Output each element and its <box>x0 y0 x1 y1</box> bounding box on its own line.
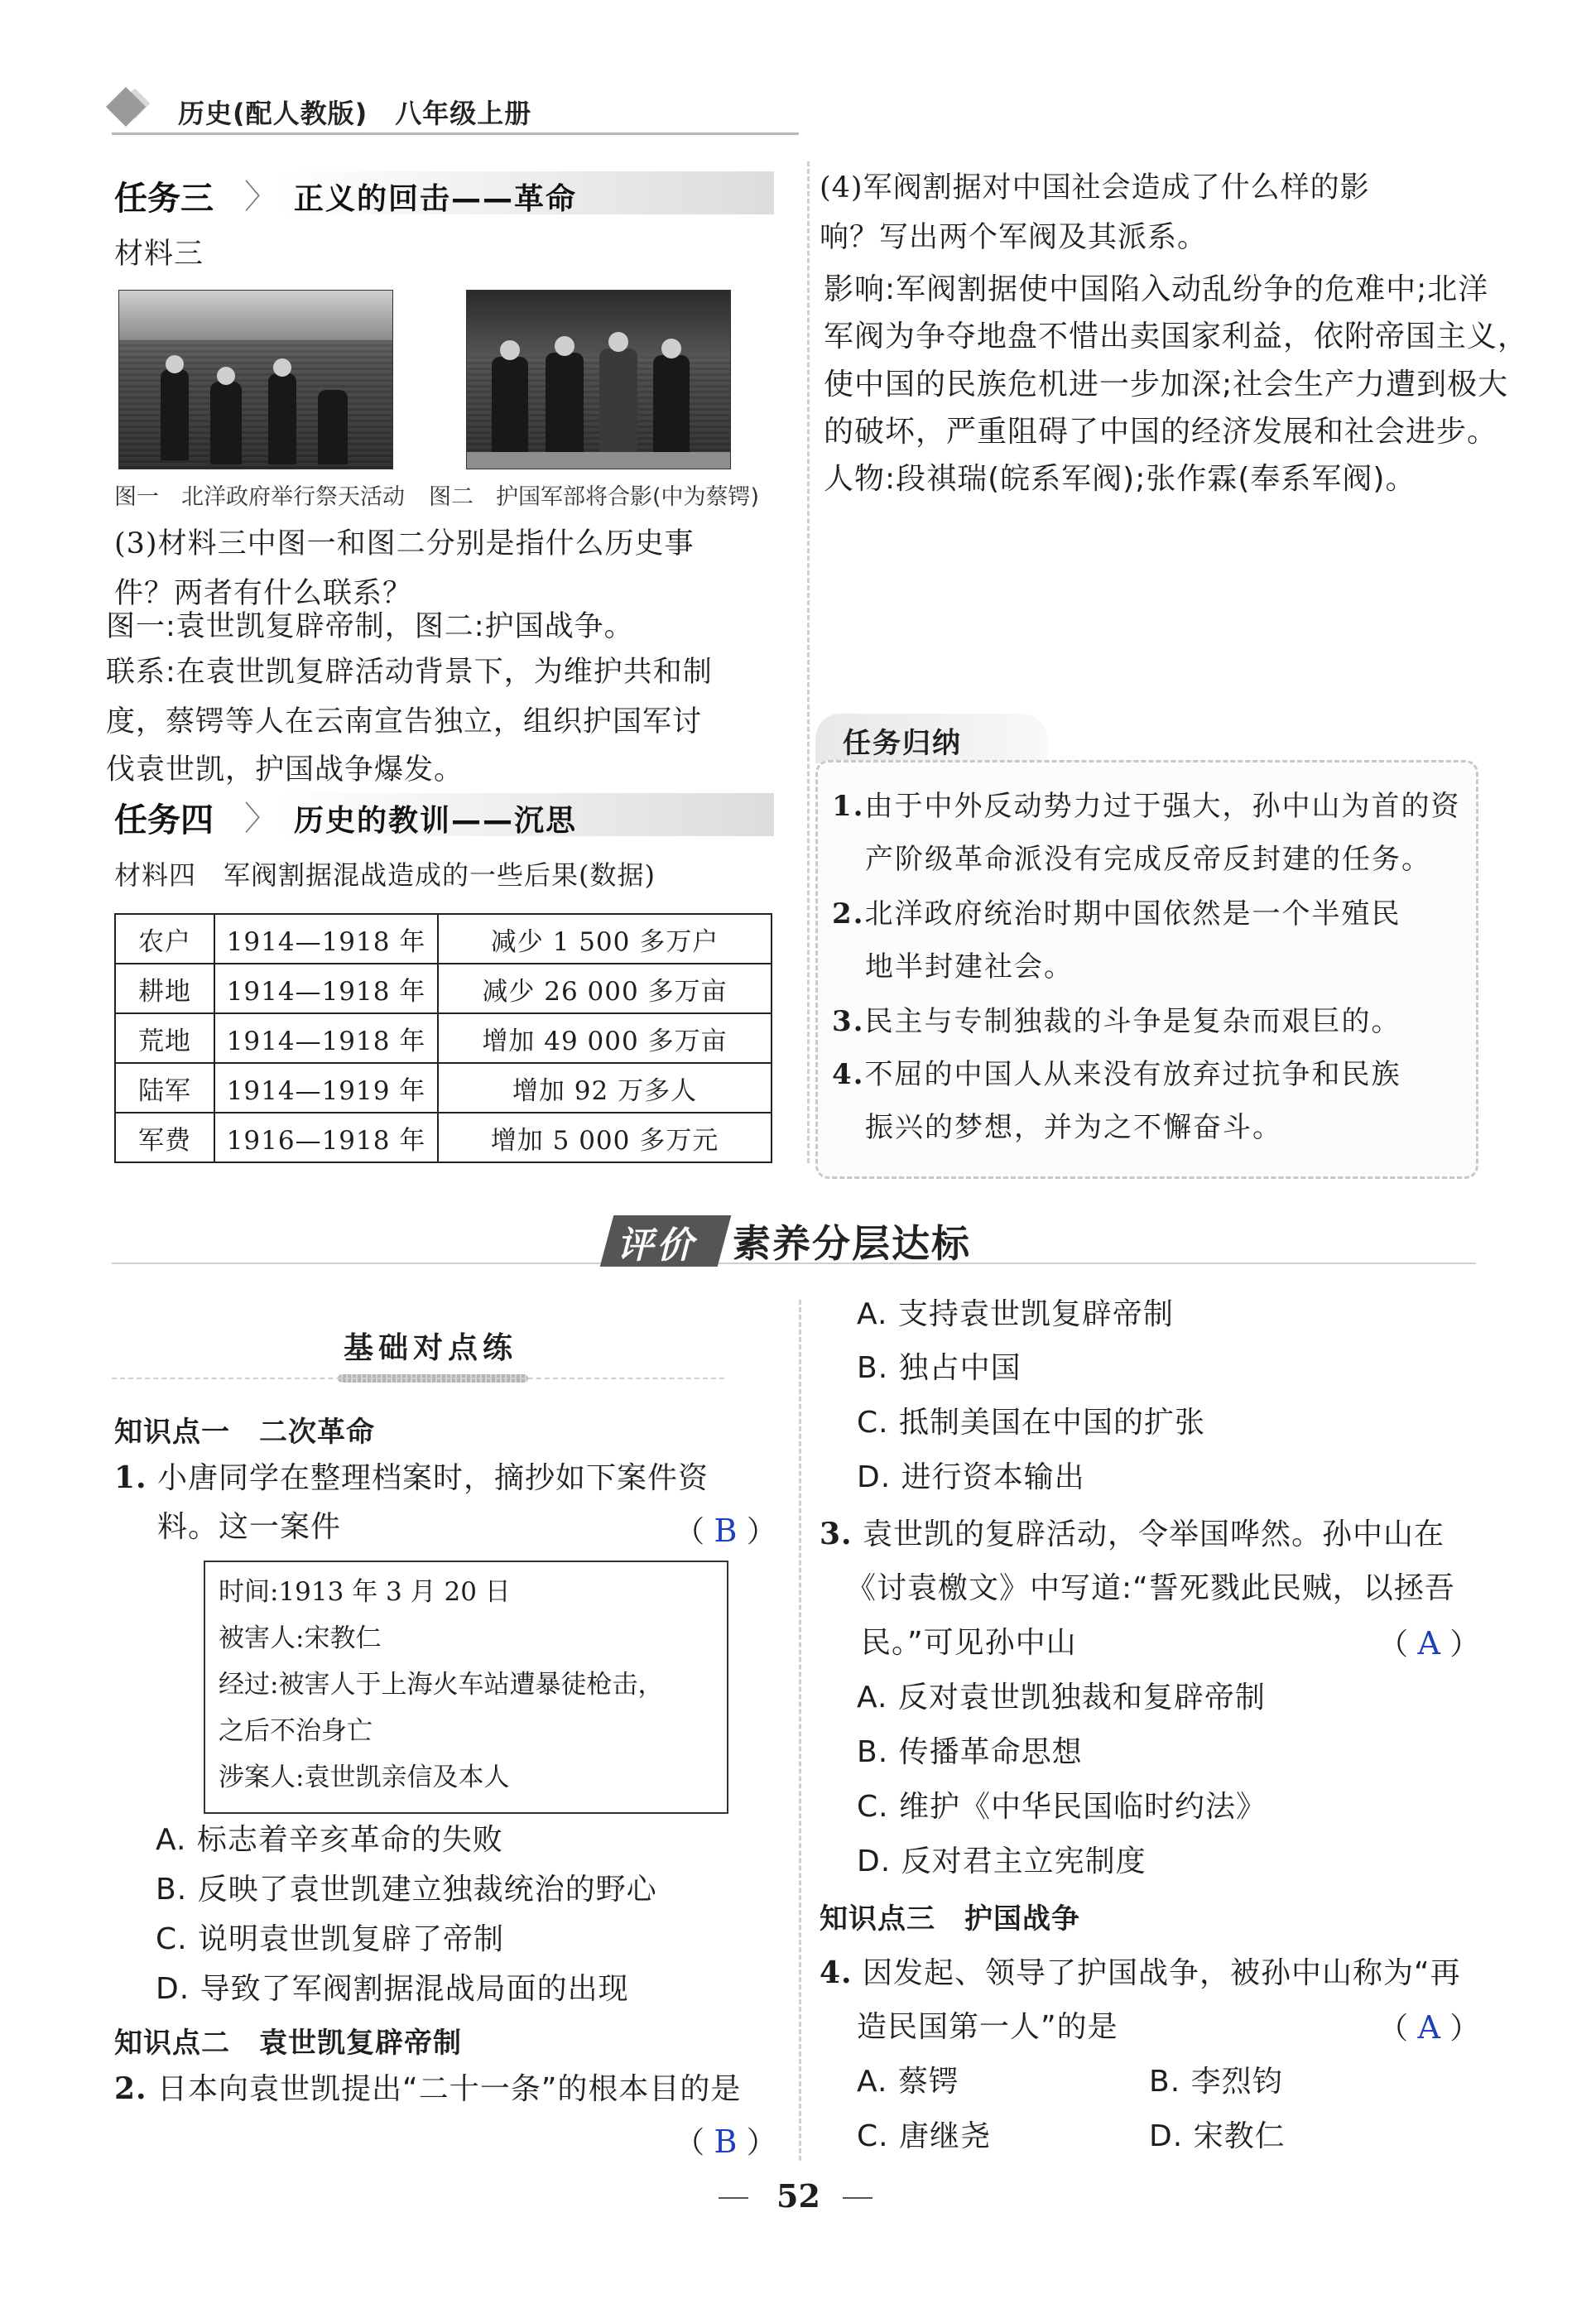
q3-answer-line3: 度，蔡锷等人在云南宣告独立，组织护国军讨 <box>106 705 703 738</box>
table-row: 军费 1916—1918 年 增加 5 000 多万元 <box>115 1113 772 1162</box>
task4-arrow-icon: 〉 <box>244 800 277 838</box>
photo1-caption: 图一 北洋政府举行祭天活动 <box>114 484 405 510</box>
footer-dash-left <box>719 2197 748 2199</box>
case-line: 之后不治身亡 <box>219 1716 373 1746</box>
summary-item: 1.由于中外反动势力过于强大，孙中山为首的资 产阶级革命派没有完成反帝反封建的任务。 <box>832 790 1461 876</box>
knowledge-point-3: 知识点三 护国战争 <box>820 1902 1080 1936</box>
photo-national-protection-army <box>466 290 731 469</box>
q2-answer: B <box>714 2123 738 2160</box>
q4b-option-d[interactable]: D. 宋教仁 <box>1149 2119 1286 2153</box>
case-line: 时间:1913 年 3 月 20 日 <box>219 1577 511 1607</box>
q2-answer-bracket: （ B ） <box>675 2123 776 2160</box>
q4b-option-b[interactable]: B. 李烈钧 <box>1149 2065 1283 2099</box>
section-title: 素养分层达标 <box>733 1221 971 1266</box>
q1-option-a[interactable]: A. 标志着辛亥革命的失败 <box>156 1823 503 1857</box>
q4b-answer-bracket: （ A ） <box>1378 2009 1480 2046</box>
column-divider-top <box>807 161 810 1163</box>
q3-stem-line3: 民。”可见孙中山 <box>861 1626 1077 1660</box>
q3-option-b[interactable]: B. 传播革命思想 <box>857 1735 1083 1769</box>
summary-title: 任务归纳 <box>843 727 962 760</box>
q2-option-a[interactable]: A. 支持袁世凯复辟帝制 <box>857 1297 1174 1331</box>
q3-answer-line2: 联系:在袁世凯复辟活动背景下，为维护共和制 <box>106 656 713 689</box>
q4-answer-line5: 人物:段祺瑞(皖系军阀);张作霖(奉系军阀)。 <box>824 462 1416 496</box>
case-line: 涉案人:袁世凯亲信及本人 <box>219 1763 510 1792</box>
q3-answer-line4: 伐袁世凯，护国战争爆发。 <box>106 753 464 786</box>
table-row: 农户 1914—1918 年 减少 1 500 多万户 <box>115 914 772 964</box>
q3-stem-line2: 件？两者有什么联系？ <box>114 577 413 610</box>
q4-answer-line2: 军阀为争夺地盘不惜出卖国家利益，依附帝国主义， <box>824 320 1529 354</box>
q4b-option-c[interactable]: C. 唐继尧 <box>857 2119 992 2153</box>
task4-title: 历史的教训——沉思 <box>294 804 578 838</box>
material4-label: 材料四 军阀割据混战造成的一些后果(数据) <box>114 859 656 891</box>
q4b-stem-line1: 4. 因发起、领导了护国战争，被孙中山称为“再 <box>820 1955 1461 1990</box>
q4b-stem-line2: 造民国第一人”的是 <box>857 2010 1118 2044</box>
table-row: 耕地 1914—1918 年 减少 26 000 多万亩 <box>115 964 772 1013</box>
q4-stem-line2: 响？写出两个军阀及其派系。 <box>820 221 1208 254</box>
q1-option-d[interactable]: D. 导致了军阀割据混战局面的出现 <box>156 1972 629 2006</box>
q4-stem-line1: (4)军阀割据对中国社会造成了什么样的影 <box>820 171 1370 204</box>
q1-option-c[interactable]: C. 说明袁世凯复辟了帝制 <box>156 1922 505 1956</box>
q2-option-c[interactable]: C. 抵制美国在中国的扩张 <box>857 1406 1206 1440</box>
q4b-option-a[interactable]: A. 蔡锷 <box>857 2065 959 2099</box>
q4-answer-line4: 的破坏，严重阻碍了中国的经济发展和社会进步。 <box>824 415 1498 449</box>
header-title: 历史(配人教版) 八年级上册 <box>178 98 532 129</box>
q3-answer-bracket: （ A ） <box>1378 1625 1480 1662</box>
table-row: 陆军 1914—1919 年 增加 92 万多人 <box>115 1063 772 1113</box>
photo2-caption: 图二 护国军部将合影(中为蔡锷) <box>429 484 760 510</box>
task3-title: 正义的回击——革命 <box>294 182 578 216</box>
table-row: 荒地 1914—1918 年 增加 49 000 多万亩 <box>115 1013 772 1063</box>
q3-stem-line2: 《讨袁檄文》中写道:“誓死戮此民贼，以拯吾 <box>846 1571 1455 1605</box>
consequences-table <box>114 913 772 1163</box>
q3-option-a[interactable]: A. 反对袁世凯独裁和复辟帝制 <box>857 1681 1266 1715</box>
subsection-title: 基础对点练 <box>344 1331 518 1365</box>
column-divider-bottom <box>799 1300 801 2161</box>
q3-answer: A <box>1417 1625 1440 1662</box>
knowledge-point-2: 知识点二 袁世凯复辟帝制 <box>114 2027 462 2060</box>
q3-stem-line1: 3. 袁世凯的复辟活动，令举国哗然。孙中山在 <box>820 1517 1445 1551</box>
material3-label: 材料三 <box>114 238 204 271</box>
q1-option-b[interactable]: B. 反映了袁世凯建立独裁统治的野心 <box>156 1873 657 1907</box>
q3-answer-line1: 图一:袁世凯复辟帝制，图二:护国战争。 <box>106 610 634 643</box>
summary-item: 3.民主与专制独裁的斗争是复杂而艰巨的。 <box>832 1005 1401 1038</box>
case-line: 被害人:宋教仁 <box>219 1623 382 1653</box>
summary-item: 2.北洋政府统治时期中国依然是一个半殖民 地半封建社会。 <box>832 897 1401 984</box>
task3-label: 任务三 <box>114 180 214 218</box>
q1-answer: B <box>714 1513 738 1549</box>
q4-answer-line3: 使中国的民族危机进一步加深;社会生产力遭到极大 <box>824 368 1509 402</box>
q3-option-c[interactable]: C. 维护《中华民国临时约法》 <box>857 1790 1267 1824</box>
section-badge: 评价 <box>617 1224 696 1267</box>
q2-option-b[interactable]: B. 独占中国 <box>857 1351 1022 1385</box>
header-rule <box>112 132 799 135</box>
q2-option-d[interactable]: D. 进行资本输出 <box>857 1460 1085 1494</box>
q4b-answer: A <box>1417 2009 1440 2046</box>
subsection-dashes <box>112 1378 724 1379</box>
q4-answer-line1: 影响:军阀割据使中国陷入动乱纷争的危难中;北洋 <box>824 272 1489 306</box>
case-line: 经过:被害人于上海火车站遭暴徒枪击， <box>219 1670 664 1700</box>
q3-stem-line1: (3)材料三中图一和图二分别是指什么历史事 <box>114 527 695 560</box>
summary-item: 4.不屈的中国人从来没有放弃过抗争和民族 振兴的梦想，并为之不懈奋斗。 <box>832 1058 1401 1144</box>
q1-stem-line1: 1. 小唐同学在整理档案时，摘抄如下案件资 <box>114 1460 709 1495</box>
knowledge-point-1: 知识点一 二次革命 <box>114 1416 375 1449</box>
page-number: 52 <box>776 2177 820 2215</box>
task4-label: 任务四 <box>114 801 214 839</box>
q1-stem-line2: 料。这一案件 <box>157 1510 342 1544</box>
task3-arrow-icon: 〉 <box>244 178 277 216</box>
photo-sacrifice-ceremony <box>118 290 393 469</box>
q3-option-d[interactable]: D. 反对君主立宪制度 <box>857 1844 1147 1878</box>
q2-stem-line1: 2. 日本向袁世凯提出“二十一条”的根本目的是 <box>114 2071 742 2106</box>
q1-answer-bracket: （ B ） <box>675 1513 776 1549</box>
footer-dash-right <box>843 2197 873 2199</box>
